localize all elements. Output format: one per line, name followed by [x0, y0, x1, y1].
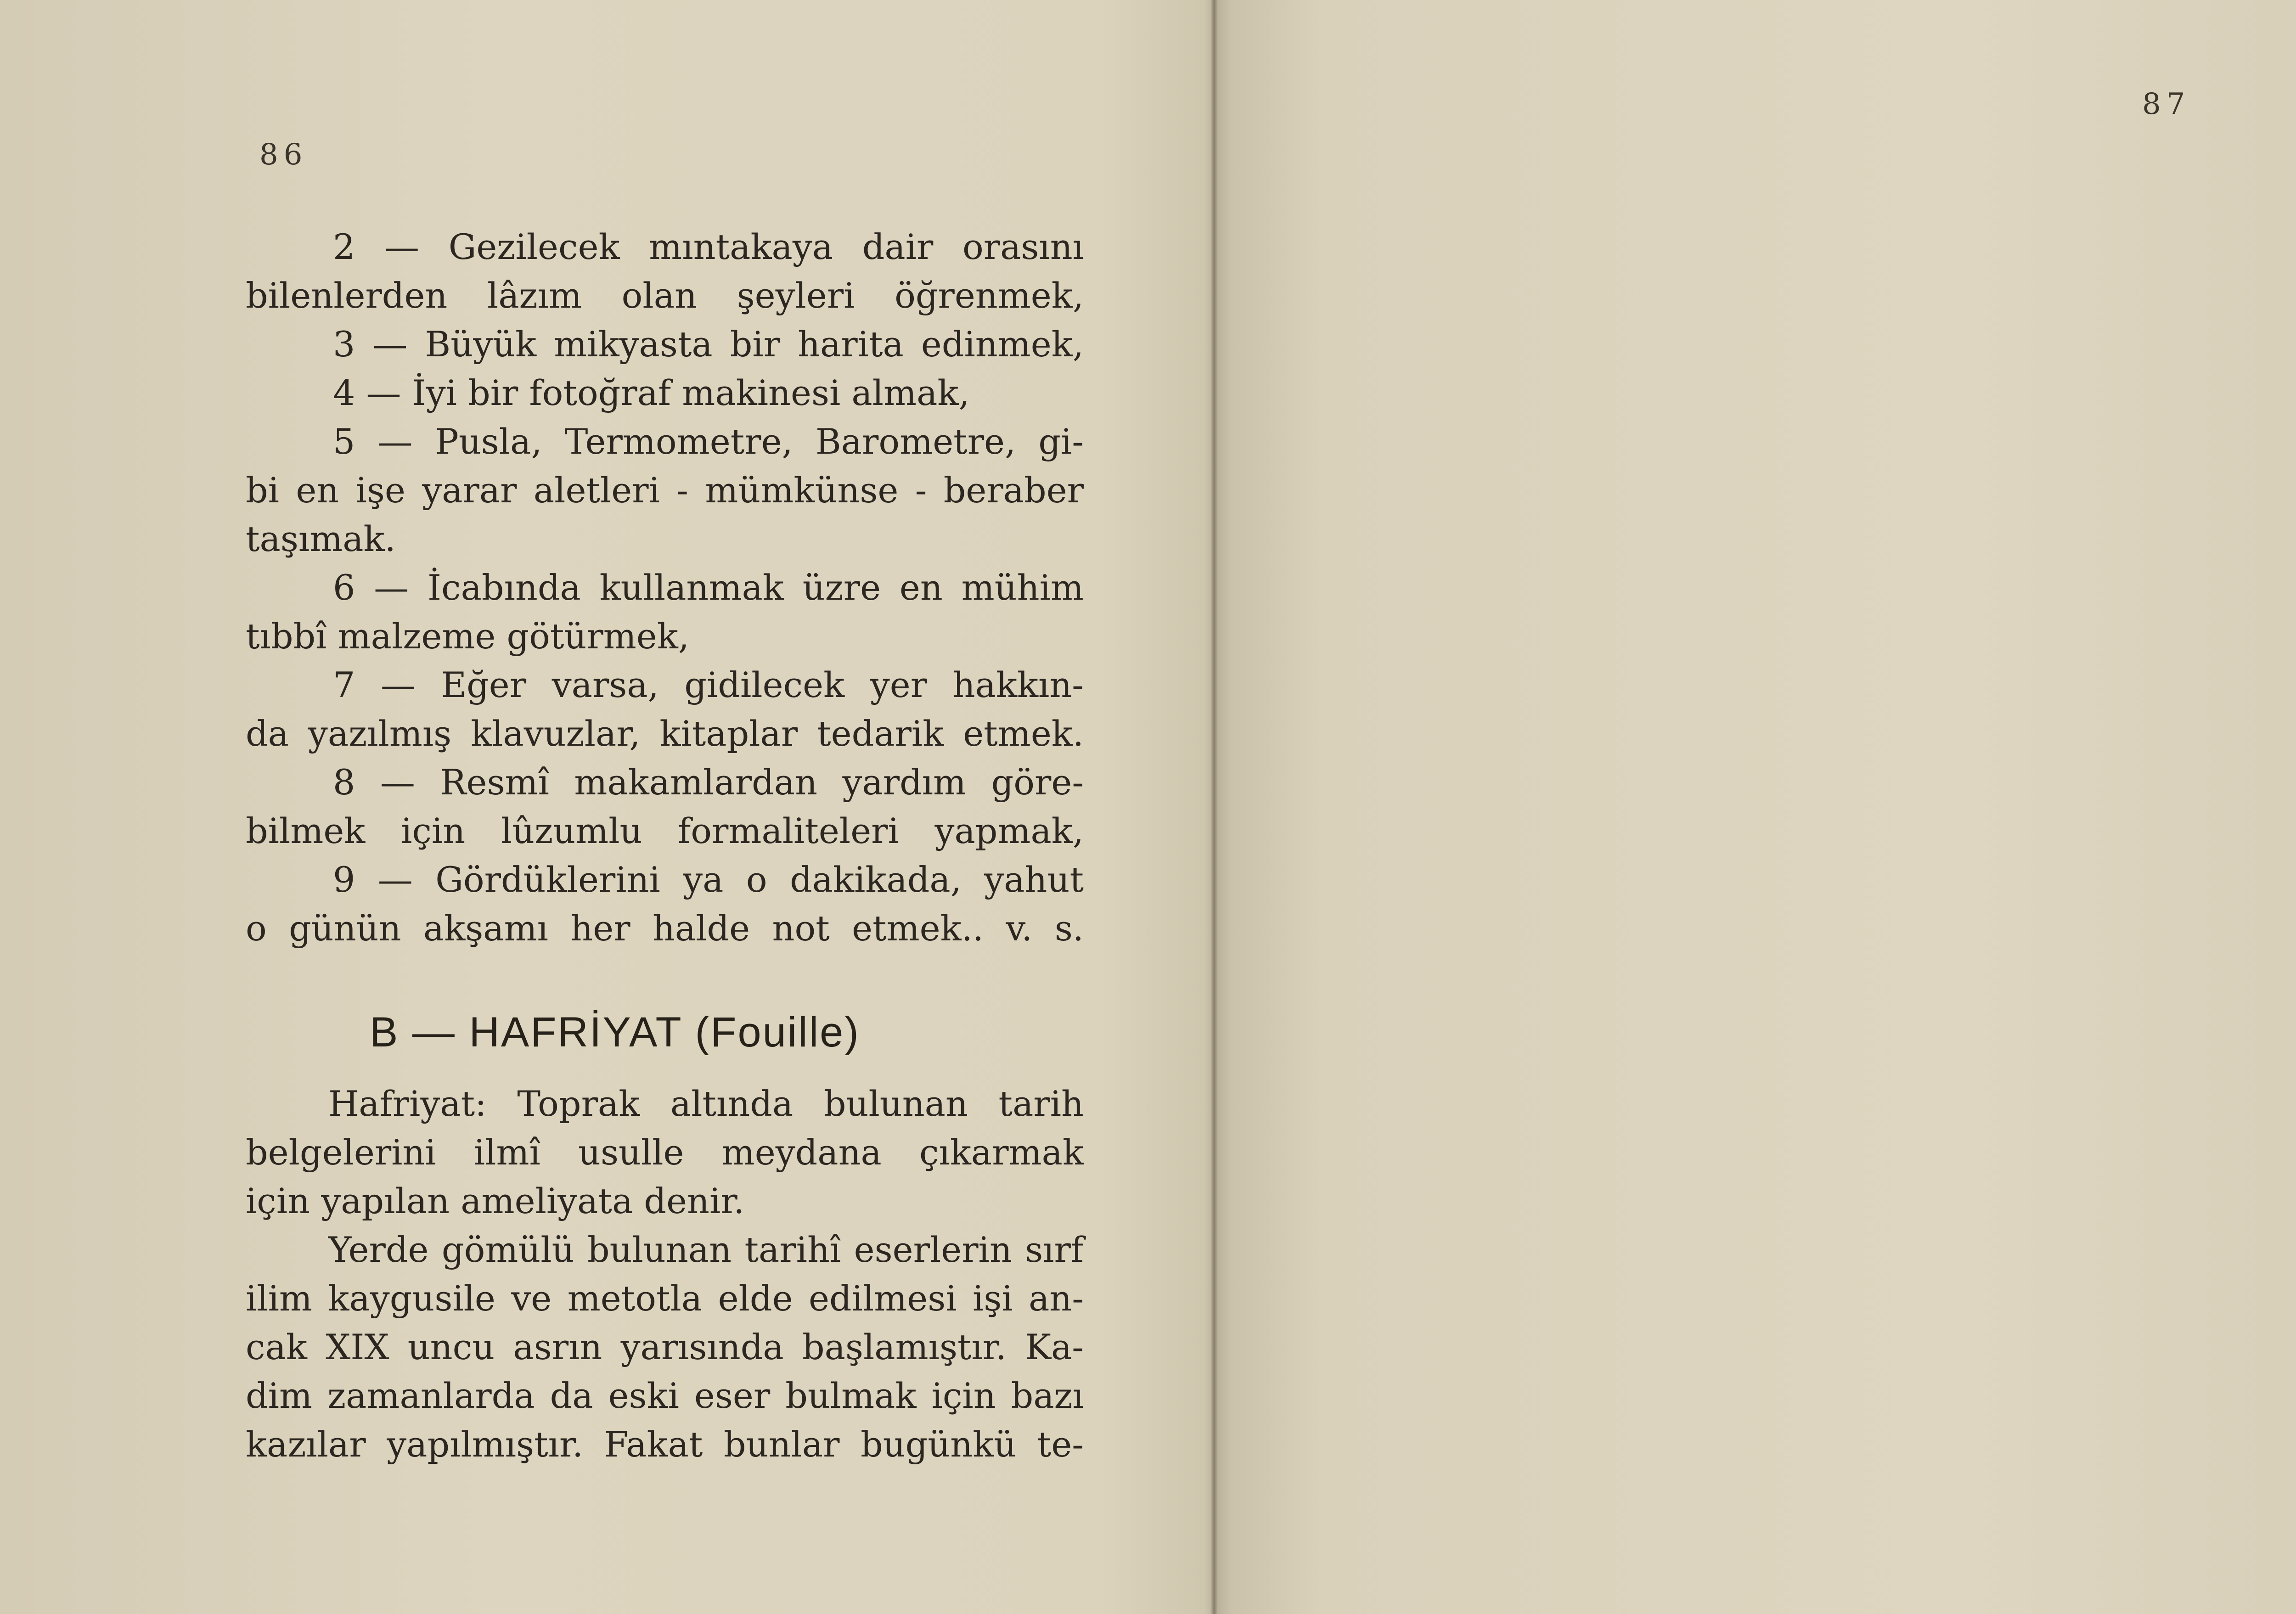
list-item-line: 9 — Gördüklerini ya o dakikada, yahut	[333, 859, 1084, 900]
body-line: kazılar yapılmıştır. Fakat bunlar bugünkü te-	[246, 1424, 1084, 1465]
list-item-line: o günün akşamı her halde not etmek.. v. s.	[246, 908, 1084, 949]
list-item-line: taşımak.	[246, 518, 396, 559]
body-line: Hafriyat: Toprak altında bulunan tarih	[328, 1083, 1084, 1124]
left-page-number: 86	[259, 138, 308, 172]
body-line: için yapılan ameliyata denir.	[246, 1181, 745, 1221]
list-item-line: 6 — İcabında kullanmak üzre en mühim	[333, 567, 1084, 608]
list-item-line: 2 — Gezilecek mıntakaya dair orasını	[333, 226, 1084, 267]
list-item-line: bilenlerden lâzım olan şeyleri öğrenmek,	[246, 275, 1084, 316]
list-item-line: 7 — Eğer varsa, gidilecek yer hakkın-	[333, 664, 1084, 705]
body-line: belgelerini ilmî usulle meydana çıkarmak	[246, 1132, 1084, 1173]
section-heading: B — HAFRİYAT (Fouille)	[370, 1009, 860, 1056]
list-item-line: tıbbî malzeme götürmek,	[246, 616, 689, 657]
right-page-number: 87	[2142, 87, 2191, 121]
body-line: dim zamanlarda da eski eser bulmak için bazı	[246, 1375, 1084, 1416]
list-item-line: 5 — Pusla, Termometre, Barometre, gi-	[333, 421, 1084, 462]
list-item-line: bi en işe yarar aletleri - mümkünse - beraber	[246, 470, 1084, 511]
list-item-line: 8 — Resmî makamlardan yardım göre-	[333, 762, 1084, 803]
list-item-line: 4 — İyi bir fotoğraf makinesi almak,	[333, 372, 970, 413]
list-item-line: 3 — Büyük mikyasta bir harita edinmek,	[333, 324, 1084, 365]
list-item-line: bilmek için lûzumlu formaliteleri yapmak,	[246, 810, 1084, 851]
body-line: ilim kaygusile ve metotla elde edilmesi işi an-	[246, 1278, 1084, 1319]
right-page	[1217, 0, 2296, 1614]
list-item-line: da yazılmış klavuzlar, kitaplar tedarik etmek.	[246, 713, 1084, 754]
body-line: cak XIX uncu asrın yarısında başlamıştır. Ka-	[246, 1327, 1084, 1367]
body-line: Yerde gömülü bulunan tarihî eserlerin sırf	[328, 1229, 1084, 1270]
left-page-text	[246, 223, 1084, 1469]
